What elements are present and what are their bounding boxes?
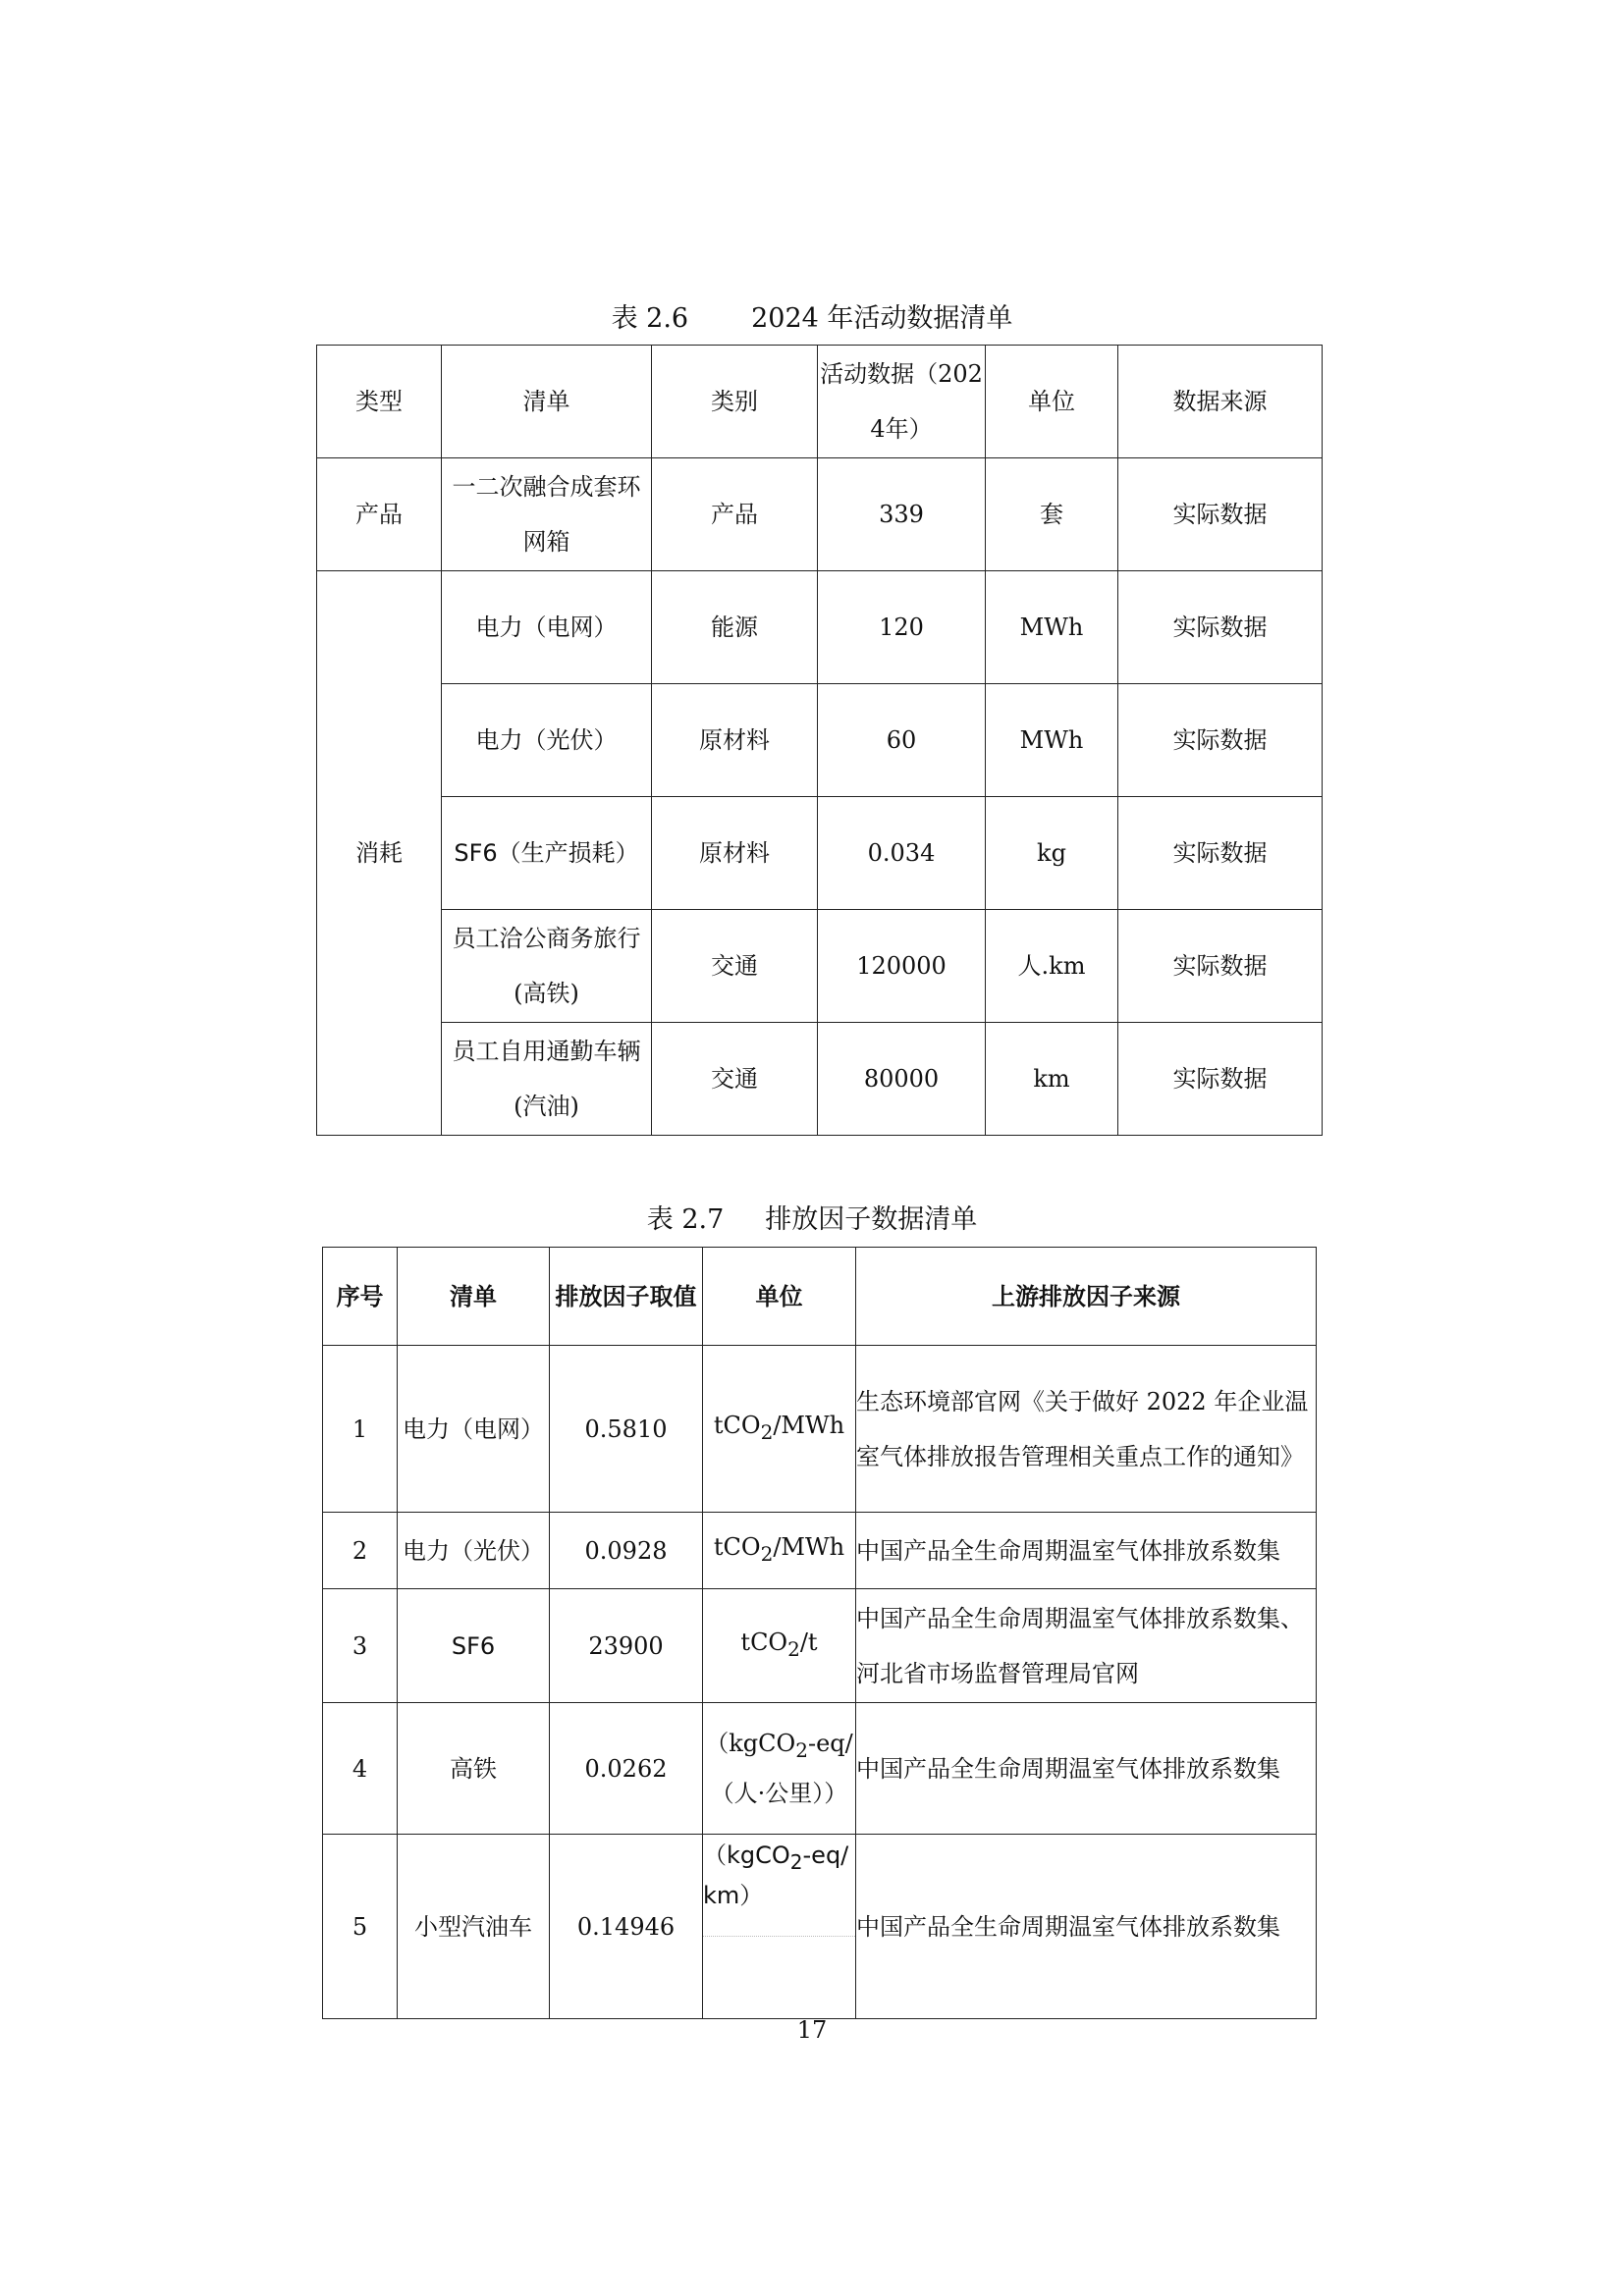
unit-subscript: 2: [795, 1737, 808, 1762]
factor-cell: 0.5810: [550, 1346, 703, 1513]
category-cell: 交通: [652, 910, 818, 1023]
header-cell: 活动数据（2024年）: [818, 346, 986, 458]
source-cell: 实际数据: [1118, 571, 1323, 684]
type-cell: 消耗: [317, 571, 442, 1136]
value-cell: 120000: [818, 910, 986, 1023]
table1-caption-number: 表 2.6: [611, 303, 689, 334]
source-cell: 实际数据: [1118, 684, 1323, 797]
unit-subscript: 2: [760, 1419, 774, 1444]
factor-cell: 23900: [550, 1589, 703, 1703]
category-cell: 原材料: [652, 797, 818, 910]
table-row: [317, 797, 1323, 910]
source-cell: 中国产品全生命周期温室气体排放系数集: [856, 1513, 1317, 1589]
header-cell: 清单: [398, 1248, 550, 1346]
header-cell: 数据来源: [1118, 346, 1323, 458]
factor-cell: 0.0262: [550, 1703, 703, 1835]
item-cell: 小型汽油车: [398, 1835, 550, 2019]
unit-cell: [703, 1589, 856, 1703]
value-cell: 120: [818, 571, 986, 684]
category-cell: 产品: [652, 458, 818, 571]
unit-cell: [703, 1513, 856, 1589]
index-cell: 4: [323, 1703, 398, 1835]
header-cell: 上游排放因子来源: [856, 1248, 1317, 1346]
item-cell: 电力（光伏）: [442, 684, 652, 797]
category-cell: 能源: [652, 571, 818, 684]
table-row: [323, 1513, 1317, 1589]
activity-data-table: [316, 345, 1323, 1136]
source-cell: 中国产品全生命周期温室气体排放系数集、河北省市场监督管理局官网: [856, 1589, 1317, 1703]
unit-text: （kgCO: [705, 1730, 796, 1758]
header-cell: 单位: [703, 1248, 856, 1346]
header-cell: 类别: [652, 346, 818, 458]
source-cell: 中国产品全生命周期温室气体排放系数集: [856, 1835, 1317, 2019]
unit-cell: [703, 1346, 856, 1513]
unit-text: /MWh: [773, 1412, 845, 1440]
unit-cell: [703, 1703, 856, 1835]
unit-text: tCO: [713, 1533, 761, 1562]
emission-factor-table: [322, 1247, 1317, 2019]
header-cell: 单位: [986, 346, 1118, 458]
table-header-row: [317, 346, 1323, 458]
unit-cell: MWh: [986, 684, 1118, 797]
unit-cell: kg: [986, 797, 1118, 910]
value-cell: 339: [818, 458, 986, 571]
source-cell: 生态环境部官网《关于做好 2022 年企业温室气体排放报告管理相关重点工作的通知》: [856, 1346, 1317, 1513]
table1-caption-title: 2024 年活动数据清单: [751, 303, 1013, 334]
unit-cell: 套: [986, 458, 1118, 571]
unit-subscript: 2: [787, 1636, 800, 1661]
unit-text: tCO: [713, 1412, 761, 1440]
factor-cell: 0.0928: [550, 1513, 703, 1589]
table-row: [317, 910, 1323, 1023]
table1-caption: [0, 296, 1624, 335]
dotted-divider: [703, 1936, 855, 1937]
value-cell: 0.034: [818, 797, 986, 910]
source-cell: 中国产品全生命周期温室气体排放系数集: [856, 1703, 1317, 1835]
table-row: [323, 1589, 1317, 1703]
index-cell: 2: [323, 1513, 398, 1589]
unit-cell: [703, 1835, 856, 2019]
category-cell: 原材料: [652, 684, 818, 797]
unit-text: /MWh: [773, 1533, 845, 1562]
item-cell: 一二次融合成套环网箱: [442, 458, 652, 571]
unit-subscript: 2: [760, 1541, 774, 1566]
index-cell: 3: [323, 1589, 398, 1703]
item-cell: 员工洽公商务旅行(高铁): [442, 910, 652, 1023]
header-cell: 类型: [317, 346, 442, 458]
unit-text: （kgCO: [703, 1842, 790, 1869]
item-cell: SF6（生产损耗）: [442, 797, 652, 910]
source-cell: 实际数据: [1118, 910, 1323, 1023]
table2-caption: [0, 1198, 1624, 1236]
table-row: [323, 1703, 1317, 1835]
table-row: [317, 458, 1323, 571]
table-row: [317, 684, 1323, 797]
item-cell: 电力（电网）: [442, 571, 652, 684]
unit-text: -eq/km）: [703, 1842, 849, 1909]
value-cell: 80000: [818, 1023, 986, 1136]
table-header-row: [323, 1248, 1317, 1346]
source-cell: 实际数据: [1118, 1023, 1323, 1136]
item-cell: 电力（光伏）: [398, 1513, 550, 1589]
source-cell: 实际数据: [1118, 797, 1323, 910]
item-cell: 高铁: [398, 1703, 550, 1835]
item-cell: 员工自用通勤车辆(汽油): [442, 1023, 652, 1136]
table2-caption-title: 排放因子数据清单: [765, 1204, 978, 1235]
unit-text: -eq/（人·公里））: [710, 1730, 853, 1807]
index-cell: 1: [323, 1346, 398, 1513]
type-cell: 产品: [317, 458, 442, 571]
header-cell: 排放因子取值: [550, 1248, 703, 1346]
item-cell: 电力（电网）: [398, 1346, 550, 1513]
header-cell: 序号: [323, 1248, 398, 1346]
category-cell: 交通: [652, 1023, 818, 1136]
item-cell: SF6: [398, 1589, 550, 1703]
value-cell: 60: [818, 684, 986, 797]
table2-caption-number: 表 2.7: [646, 1204, 725, 1235]
unit-cell: MWh: [986, 571, 1118, 684]
table-row: [323, 1346, 1317, 1513]
unit-text: tCO: [740, 1629, 788, 1657]
index-cell: 5: [323, 1835, 398, 2019]
table-row: [317, 571, 1323, 684]
table-row: [323, 1835, 1317, 2019]
unit-cell: 人.km: [986, 910, 1118, 1023]
source-cell: 实际数据: [1118, 458, 1323, 571]
unit-cell: km: [986, 1023, 1118, 1136]
unit-subscript: 2: [789, 1849, 803, 1874]
factor-cell: 0.14946: [550, 1835, 703, 2019]
page-number: 17: [796, 2016, 828, 2044]
header-cell: 清单: [442, 346, 652, 458]
unit-text: /t: [799, 1629, 818, 1657]
table-row: [317, 1023, 1323, 1136]
